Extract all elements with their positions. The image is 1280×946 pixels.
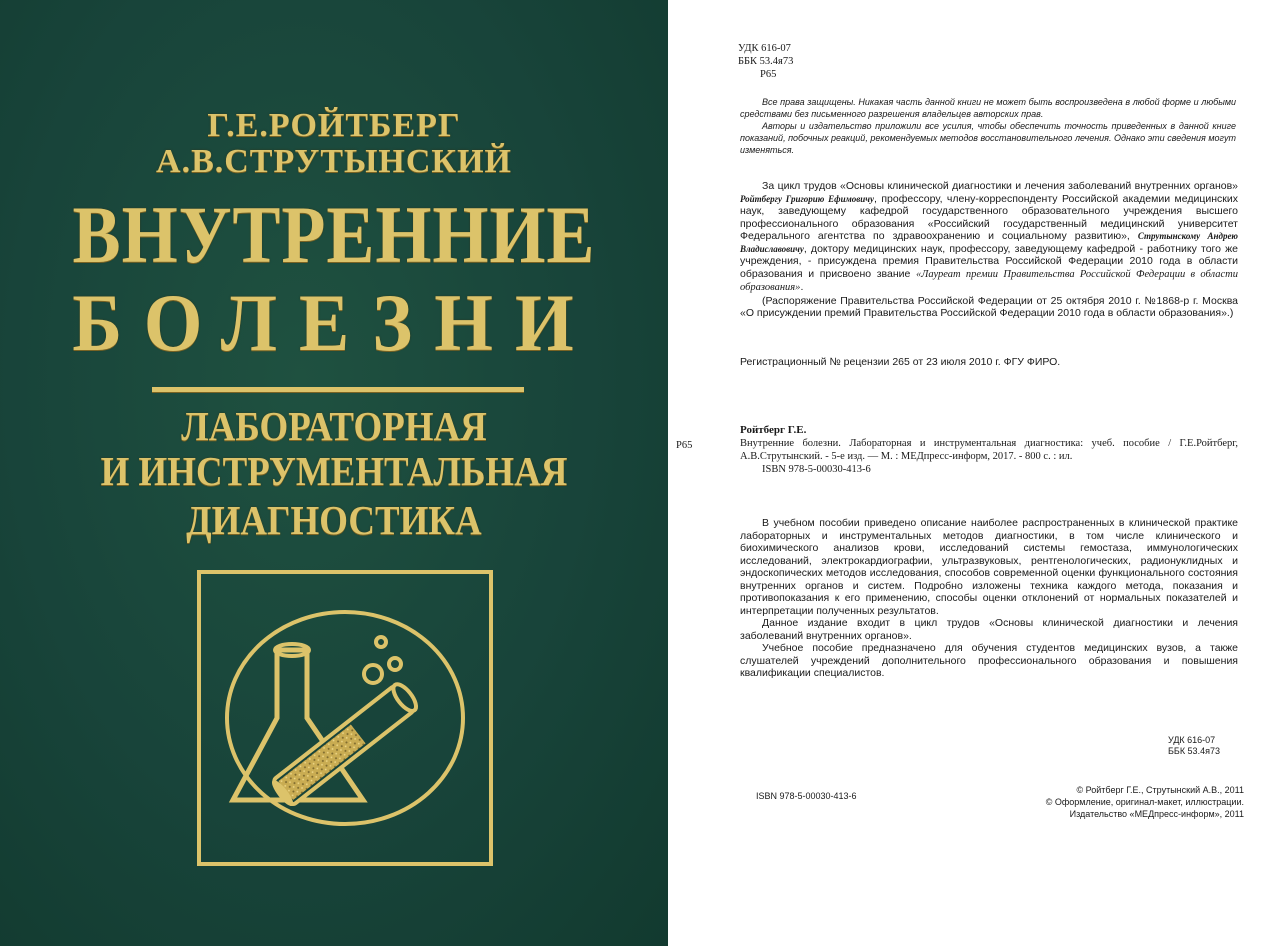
award-note: За цикл трудов «Основы клинической диагностики и лечения заболеваний внутренних органов» Ройтбергу Григорию Ефимовичу, профессору, члену-корреспонденту Российской академии медицинских наук, заведующему кафедрой государственного образовательного учреждения высшего профессионального образования «Российский государственный медицинский университет Федерального агентства по здравоохранению и социальному развитию», Струтынскому Андрею Владиславовичу, доктору медицинских наук, профессору, заведующему кафедрой - работнику того же учреждения, - присуждена премия Правительства Российской Федерации 2010 года в области образования и присвоено звание «Лауреат премии Правительства Российской Федерации в области образования». (Распоряжение Правительства Российской Федерации от 25 октября 2010 г. №1868-р г. Москва «О присуждении премий Правительства Российской Федерации 2010 года в области образования».) — [740, 180, 1239, 319]
bibliographic-record — [740, 437, 1238, 476]
award-name-2: Струтынскому Андрею Владиславовичу — [740, 231, 1239, 254]
copyright-block — [968, 784, 1244, 820]
udk-code: УДК 616-07 — [738, 43, 791, 54]
imprint-page — [668, 0, 1280, 946]
udk-classification-bottom — [1168, 735, 1220, 757]
udk-code-bottom: УДК 616-07 — [1168, 735, 1216, 745]
annotation-paragraph-3: Учебное пособие предназначено для обучения студентов медицинских вузов, а также слушателей учреждений дополнительного профессионального образования и повышения квалификации специалистов. — [740, 642, 1238, 679]
rights-notice — [740, 96, 1236, 156]
cover-divider — [152, 387, 524, 392]
cover-subtitle-line-2: И ИНСТРУМЕНТАЛЬНАЯ — [100, 448, 568, 494]
bbk-code-bottom: ББК 53.4я73 — [1168, 746, 1220, 756]
copyright-line-3: Издательство «МЕДпресс-информ», 2011 — [1069, 809, 1244, 819]
disclaimer-text: Авторы и издательство приложили все усилия, чтобы обеспечить точность приведенных в данной книге показаний, побочных реакций, рекомендуемых методов восстановительного лечения. Однако эти сведения могут изменяться. — [740, 121, 1236, 155]
cover-title-line-1: ВНУТРЕННИЕ — [72, 189, 596, 280]
cover-title-line-2: БОЛЕЗНИ — [72, 277, 596, 368]
flask-test-tube-icon — [195, 568, 495, 868]
isbn-record: ISBN 978-5-00030-413-6 — [762, 464, 871, 475]
award-text-1: За цикл трудов «Основы клинической диагностики и лечения заболеваний внутренних органов» — [762, 180, 1238, 192]
award-name-1: Ройтбергу Григорию Ефимовичу — [740, 193, 874, 204]
cover-author-1: Г.Е.РОЙТБЕРГ — [207, 107, 461, 144]
book-annotation — [740, 517, 1238, 680]
bbk-code: ББК 53.4я73 — [738, 56, 794, 67]
cover-subtitle-line-1: ЛАБОРАТОРНАЯ — [181, 403, 487, 449]
award-laureate-title: «Лауреат премии Правительства Российской Федерации в области образования» — [740, 268, 1238, 293]
catalog-author-mark: Р65 — [676, 440, 693, 451]
registration-number: Регистрационный № рецензии 265 от 23 июля 2010 г. ФГУ ФИРО. — [740, 356, 1061, 368]
udk-classification-top — [738, 42, 793, 81]
cover-author-2: А.В.СТРУТЫНСКИЙ — [156, 143, 512, 180]
catalog-author-heading: Ройтберг Г.Е. — [740, 424, 807, 436]
isbn-bottom: ISBN 978-5-00030-413-6 — [756, 791, 857, 801]
award-text-3: , доктору медицинских наук, профессору, заведующему кафедрой - работнику того же учреждения, - присуждена премия Правительства Российской Федерации 2010 года в области образования и присвоено звание — [740, 242, 1238, 280]
author-mark: Р65 — [760, 69, 777, 80]
cover-subtitle-line-3: ДИАГНОСТИКА — [186, 497, 482, 543]
annotation-paragraph-1: В учебном пособии приведено описание наиболее распространенных в клинической практике лабораторных и инструментальных методов диагностики, в том числе клинического и биохимического анализов крови, исследований системы гемостаза, иммунологических исследований, электрокардиографии, ультразвуковых, рентгенологических, радионуклидных и эндоскопических методов исследования, способов современной оценки функционального состояния внутренних органов и систем. Подробно изложены техника каждого метода, показания и противопоказания к его применению, способы оценки отклонений от нормальных показателей и интерпретации полученных результатов. — [740, 517, 1238, 617]
bibliographic-description: Внутренние болезни. Лабораторная и инструментальная диагностика: учеб. пособие / Г.Е.Ройтберг, А.В.Струтынский. - 5-е изд. — М. : МЕДпресс-информ, 2017. - 800 с. : ил. — [740, 438, 1238, 462]
copyright-line-2: © Оформление, оригинал-макет, иллюстрации. — [1045, 797, 1244, 807]
annotation-paragraph-2: Данное издание входит в цикл трудов «Основы клинической диагностики и лечения заболеваний внутренних органов». — [740, 617, 1238, 642]
copyright-line-1: © Ройтберг Г.Е., Струтынский А.В., 2011 — [1076, 785, 1244, 795]
award-text-2: , профессору, члену-корреспонденту Российской академии медицинских наук, заведующему кафедрой государственного образовательного учреждения высшего профессионального образования «Российский государственный медицинский университет Федерального агентства по здравоохранению и социальному развитию», — [740, 192, 1238, 242]
award-decree: (Распоряжение Правительства Российской Федерации от 25 октября 2010 г. №1868-р г. Москва «О присуждении премий Правительства Российской Федерации 2010 года в области образования».) — [740, 294, 1238, 319]
rights-text: Все права защищены. Никакая часть данной книги не может быть воспроизведена в любой форме и любыми средствами без письменного разрешения владельцев авторских прав. — [740, 97, 1236, 119]
